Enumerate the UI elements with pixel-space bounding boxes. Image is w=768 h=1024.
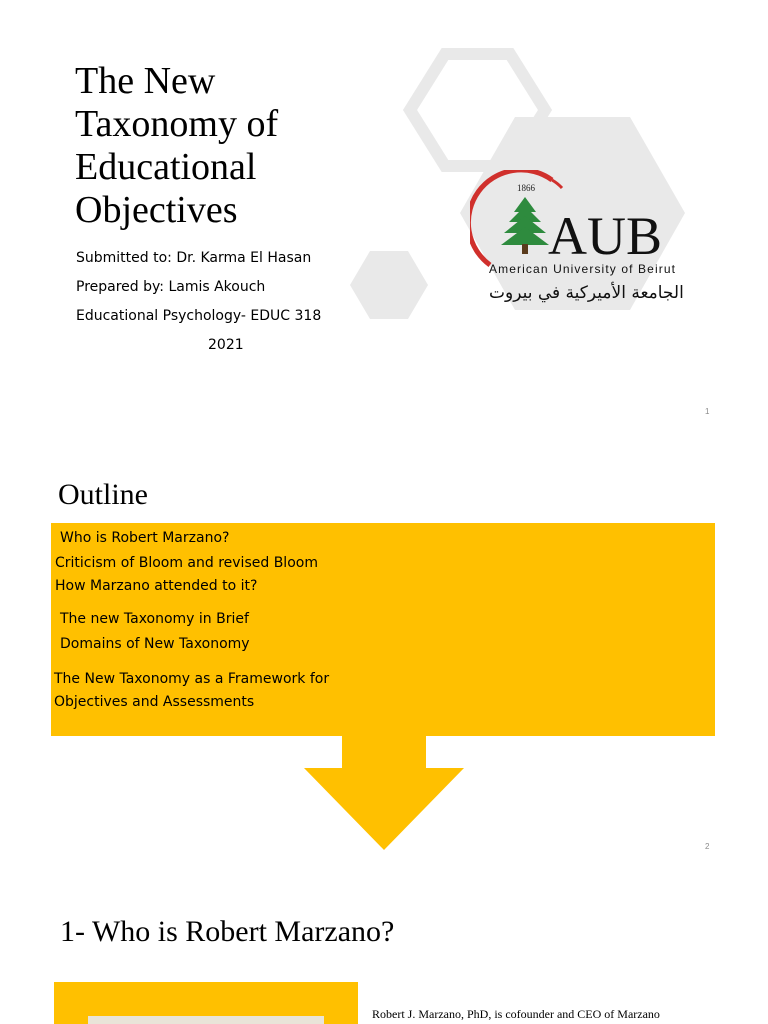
title-line: Educational: [75, 146, 257, 188]
logo-university-name: American University of Beirut: [489, 262, 675, 276]
outline-item: Who is Robert Marzano?: [60, 530, 230, 546]
title-line: The New: [75, 60, 216, 102]
cedar-tree-icon: [501, 197, 549, 254]
logo-year: 1866: [517, 183, 535, 193]
aub-logo: [470, 170, 690, 310]
marzano-photo: [88, 1016, 324, 1024]
outline-item: Objectives and Assessments: [54, 694, 255, 710]
outline-item: Domains of New Taxonomy: [60, 636, 250, 652]
presentation-title: [75, 60, 375, 232]
down-arrow-icon: [302, 736, 466, 852]
section-title: 1- Who is Robert Marzano?: [60, 915, 395, 948]
title-line: Taxonomy of: [75, 103, 279, 145]
bio-text: Robert J. Marzano, PhD, is cofounder and CEO of Marzano: [372, 1007, 660, 1021]
outline-item: How Marzano attended to it?: [55, 578, 258, 594]
prepared-by: Prepared by: Lamis Akouch: [76, 279, 266, 295]
title-line: Objectives: [75, 189, 238, 231]
page-number: 1: [705, 407, 710, 416]
submitted-to: Submitted to: Dr. Karma El Hasan: [76, 250, 312, 266]
marzano-slide: [0, 865, 768, 1024]
logo-abbreviation: AUB: [548, 206, 663, 266]
logo-arabic-name: الجامعة الأميركية في بيروت: [489, 283, 684, 303]
presentation-year: 2021: [208, 337, 244, 353]
outline-item: The New Taxonomy as a Framework for: [54, 671, 330, 687]
course-name: Educational Psychology- EDUC 318: [76, 308, 322, 324]
presentation-info: [76, 244, 376, 360]
outline-item: The new Taxonomy in Brief: [60, 611, 249, 627]
outline-slide: [0, 440, 768, 865]
photo-frame: [54, 982, 358, 1024]
page-number: 2: [705, 842, 710, 851]
title-slide: [0, 0, 768, 440]
outline-box: [51, 523, 715, 736]
outline-title: Outline: [58, 478, 148, 511]
outline-item: Criticism of Bloom and revised Bloom: [55, 555, 318, 571]
